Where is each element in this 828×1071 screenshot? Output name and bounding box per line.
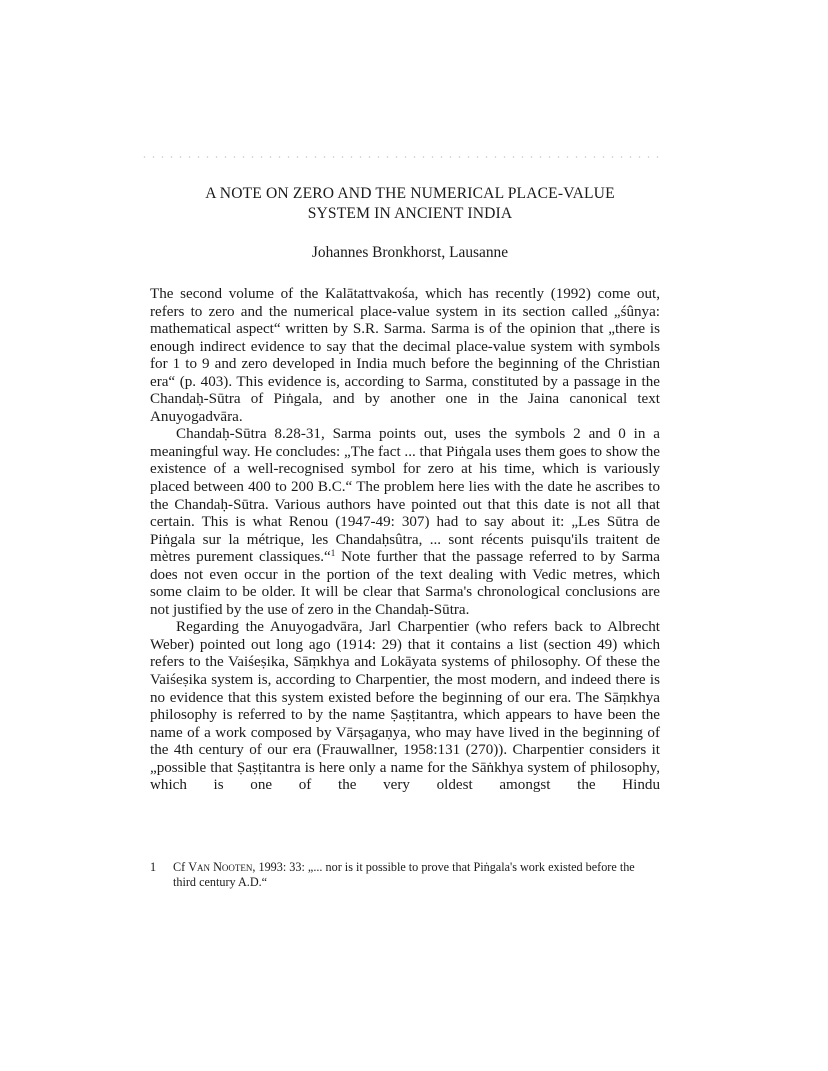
footnote: [150, 860, 660, 890]
footnote-marker[interactable]: 1: [330, 548, 336, 559]
scan-speckle: [140, 156, 660, 158]
title-line-2: SYSTEM IN ANCIENT INDIA: [307, 205, 513, 222]
paragraph-2: [150, 426, 660, 619]
paragraph-2-continued: Note further that the passage referred to by Sarma does not even occur in the portion of the text dealing with Vedic metres, which some claim to be older. It will be clear that Sarma's chronological conclusions are not justified by the use of zero in the Chandaḥ-Sūtra.: [150, 549, 660, 618]
title-line-1: A NOTE ON ZERO AND THE NUMERICAL PLACE-VALUE: [205, 185, 615, 202]
article-title: [150, 184, 670, 224]
paragraph-2-text: Chandaḥ-Sūtra 8.28-31, Sarma points out, uses the symbols 2 and 0 in a meaningful way. He concludes: „The fact ... that Piṅgala uses them goes to show the existence of a well-recognised symbol for zero at his time, which is variously placed between 400 to 200 B.C.“ The problem here lies with the date he ascribes to the Chandaḥ-Sūtra. Various authors have pointed out that this date is not all that certain. This is what Renou (1947-49: 307) had to say about it: „Les Sūtra de Piṅgala sur la métrique, les Chandaḥsûtra, ... sont récents puisqu'ils traitent de mètres purement classiques.“: [150, 426, 660, 566]
footnote-quote: , 1993: 33: „... nor is it possible to prove that Piṅgala's work existed before the third century A.D.“: [173, 860, 635, 889]
footnote-prefix: Cf: [173, 860, 189, 874]
paragraph-1: The second volume of the Kalātattvakośa, which has recently (1992) come out, refers to zero and the numerical place-value system in its section called „śûnya: mathematical aspect“ written by S.R. Sarma. Sarma is of the opinion that „there is enough indirect evidence to say that the decimal place-value system with symbols for 1 to 9 and zero developed in India much before the beginning of the Christian era“ (p. 403). This evidence is, according to Sarma, constituted by a passage in the Chandaḥ-Sūtra of Piṅgala, and by another one in the Jaina canonical text Anuyogadvāra.: [150, 286, 660, 425]
footnote-text: [173, 860, 660, 890]
footnote-cited-author: Van Nooten: [188, 860, 253, 874]
article-body: [150, 286, 660, 795]
author-line: Johannes Bronkhorst, Lausanne: [311, 244, 509, 261]
paragraph-3: Regarding the Anuyogadvāra, Jarl Charpentier (who refers back to Albrecht Weber) pointed out long ago (1914: 29) that it contains a list (section 49) which refers to the Vaiśeṣika, Sāṃkhya and Lokāyata systems of philosophy. Of these the Vaiśeṣika system is, according to Charpentier, the most modern, and indeed there is no evidence that this system existed before the beginning of our era. The Sāṃkhya philosophy is referred to by the name Ṣaṣṭitantra, which appears to have been the name of a work composed by Vārṣagaṇya, who may have lived in the beginning of the 4th century of our era (Frauwallner, 1958:131 (270)). Charpentier considers it „possible that Ṣaṣṭitantra is here only a name for the Sāṅkhya system of philosophy, which is one of the very oldest amongst the Hindu: [150, 619, 660, 794]
footnote-number: 1: [150, 860, 157, 874]
